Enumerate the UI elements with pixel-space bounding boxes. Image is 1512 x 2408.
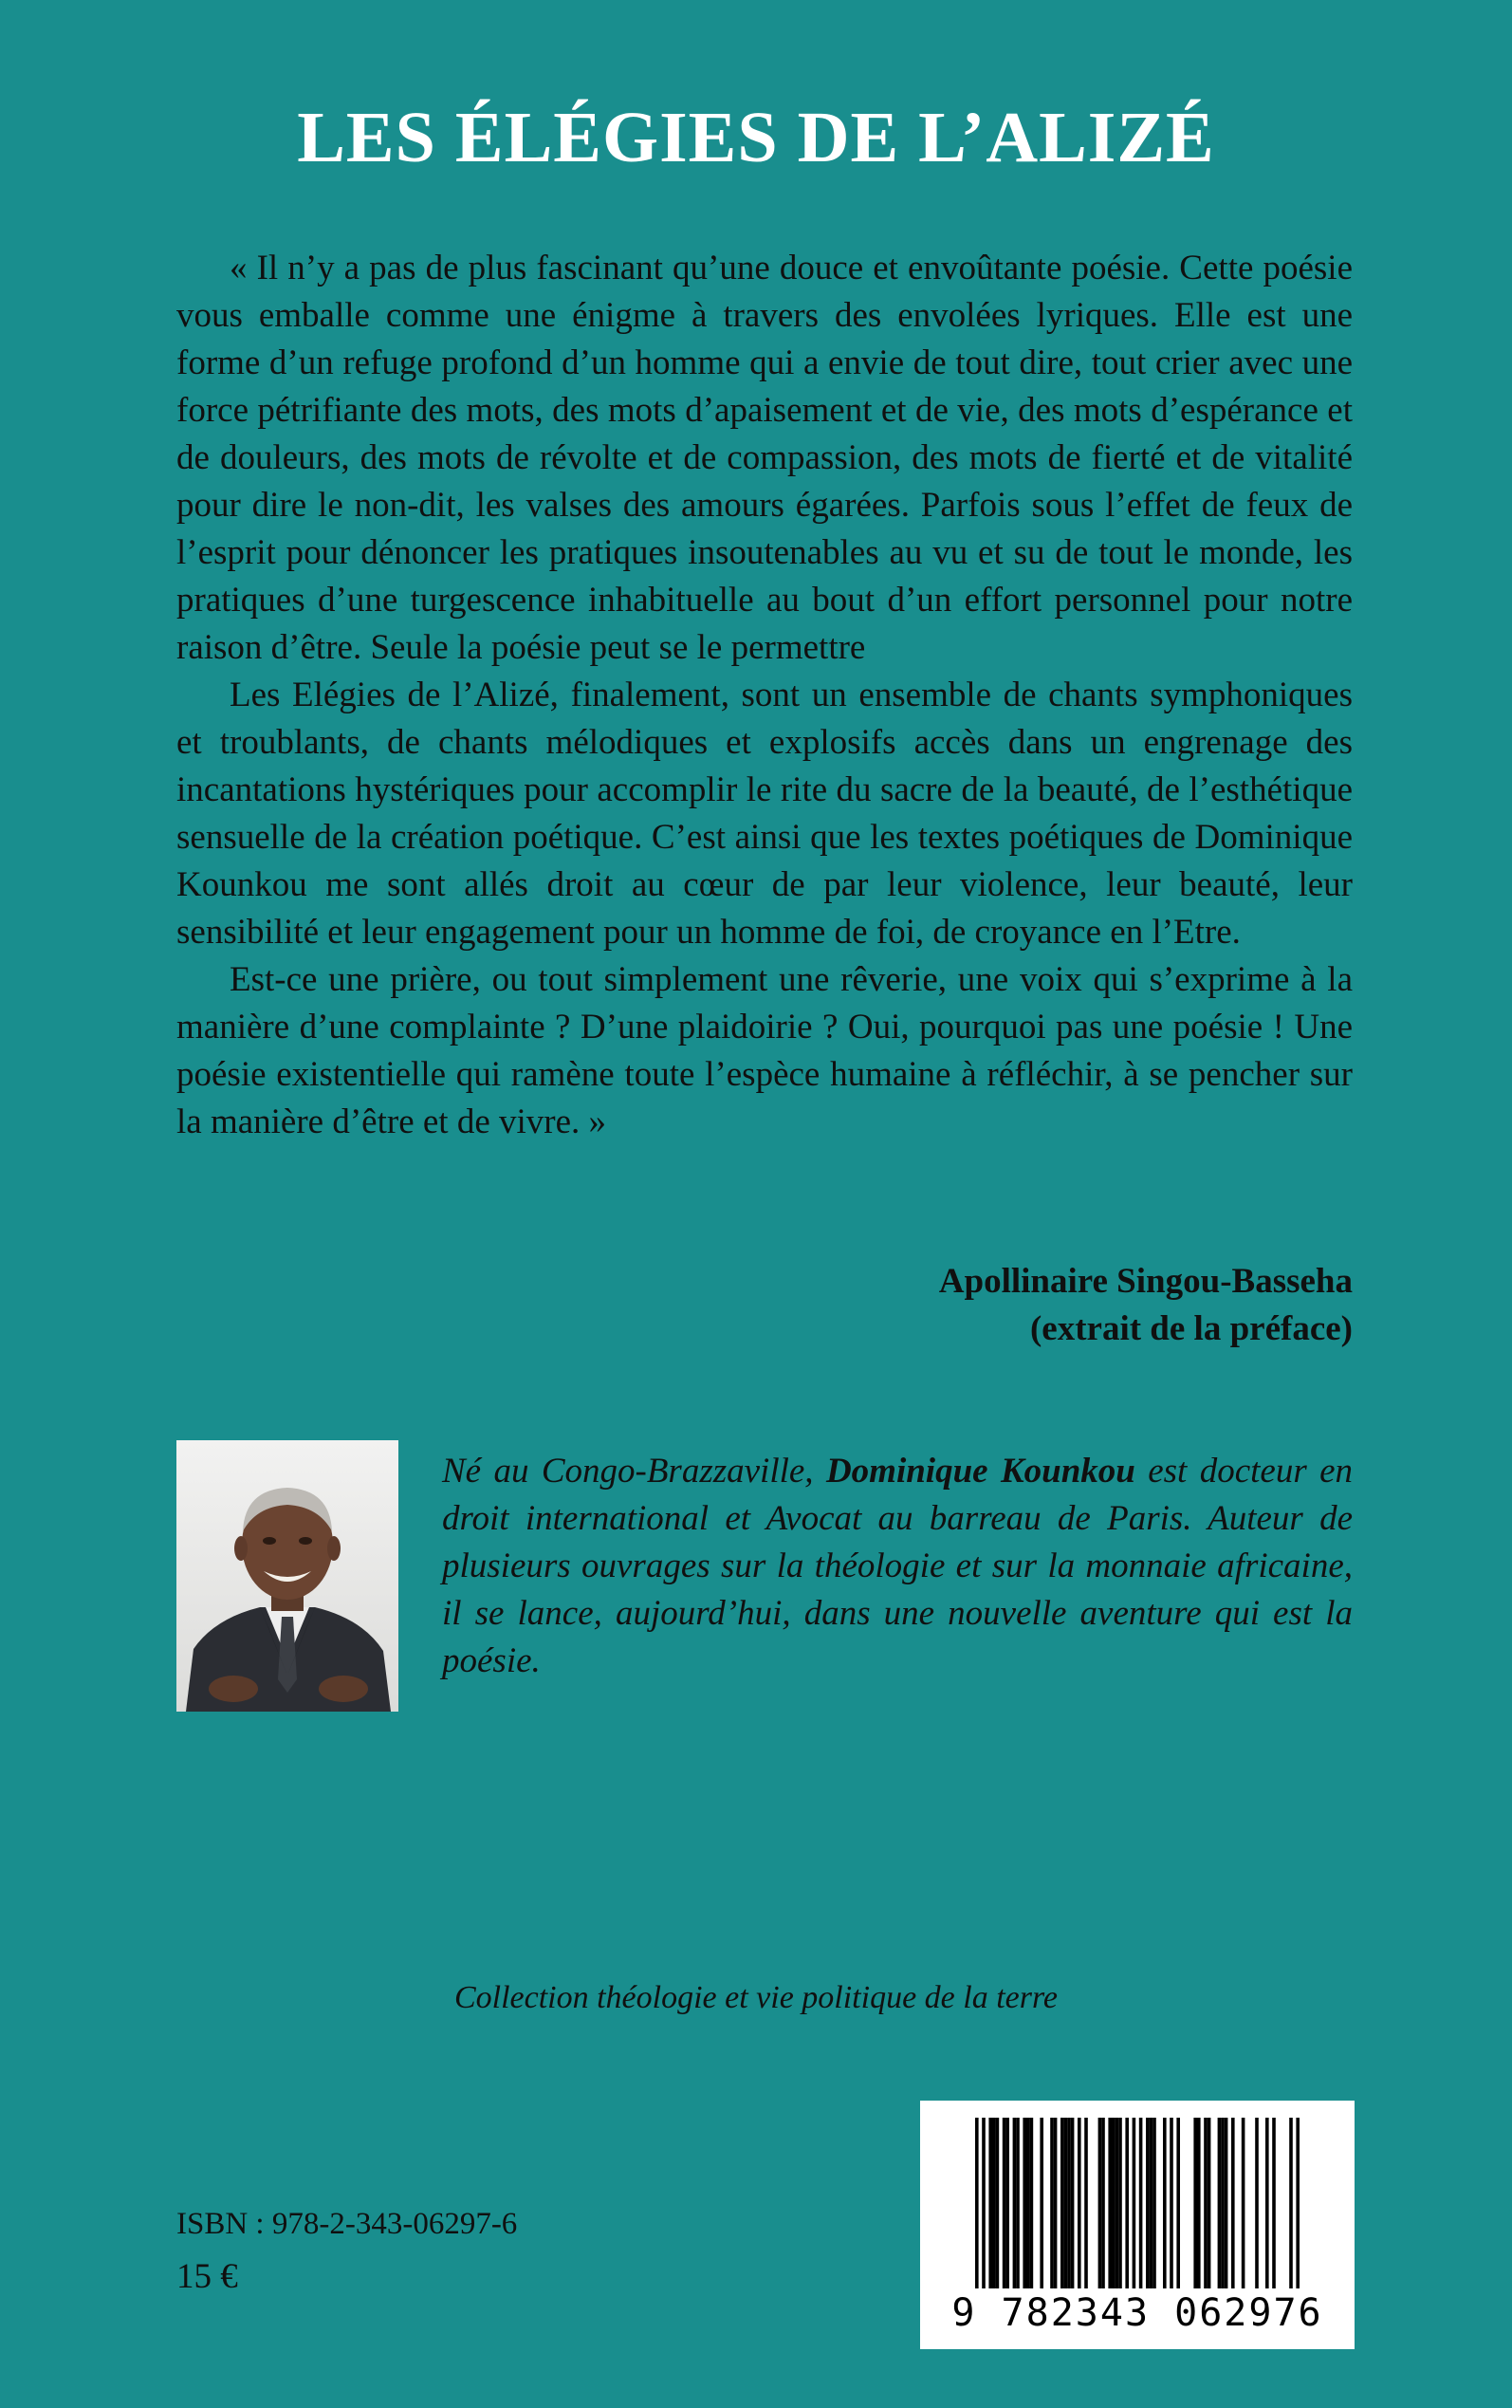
barcode-bar [1013, 2118, 1017, 2288]
barcode-bar [1152, 2118, 1156, 2288]
barcode-bar [1054, 2118, 1058, 2288]
barcode-bar [1265, 2118, 1269, 2288]
barcode-bar [1150, 2118, 1153, 2288]
barcode-bar [992, 2118, 996, 2288]
barcode-number: 9 782343 062976 [951, 2291, 1323, 2335]
barcode-bar [1030, 2118, 1034, 2288]
barcode-bar [1118, 2118, 1122, 2288]
preface-paragraph-2: Les Elégies de l’Alizé, finalement, sont un ensemble de chants symphoniques et troublants, de chants mélodiques et explosifs accès dans un engrenage des incantations hystériques pour accomplir le rite du sacre de la beauté, de l’esthétique sensuelle de la création poétique. C’est ainsi que les textes poétiques de Dominique Kounkou me sont allés droit au cœur de par leur violence, leur beauté, leur sensibilité et leur engagement pour un homme de foi, de croyance en l’Etre. [176, 676, 1353, 952]
barcode-bar [1170, 2118, 1173, 2288]
barcode-bar [1146, 2118, 1150, 2288]
author-photo [176, 1440, 398, 1712]
barcode [920, 2101, 1355, 2349]
price: 15 € [176, 2257, 238, 2296]
barcode-bar [1218, 2118, 1222, 2288]
collection-name: Collection théologie et vie politique de la terre [453, 1980, 1059, 2015]
barcode-bar [1242, 2118, 1245, 2288]
barcode-bar [1296, 2118, 1300, 2288]
barcode-bar [1064, 2118, 1068, 2288]
preface-paragraph-3: Est-ce une prière, ou tout simplement une rêverie, une voix qui s’exprime à la manière d’une complainte ? D’une plaidoirie ? Oui, pourquoi pas une poésie ! Une poésie existentielle qui ramène toute l’espèce humaine à réfléchir, à se pencher sur la manière d’être et de vivre. » [176, 960, 1353, 1141]
barcode-bar [1023, 2118, 1026, 2288]
barcode-bar [1197, 2118, 1201, 2288]
barcode-bar [1003, 2118, 1006, 2288]
barcode-bar [1071, 2118, 1075, 2288]
barcode-bar [1040, 2118, 1043, 2288]
barcode-bar [1005, 2118, 1009, 2288]
barcode-bar [1016, 2118, 1020, 2288]
bio-author-name: Dominique Kounkou [825, 1452, 1135, 1491]
barcode-bar [1026, 2118, 1030, 2288]
barcode-bar [1125, 2118, 1129, 2288]
barcode-bar [1221, 2118, 1225, 2288]
book-title: LES ÉLÉGIES DE L’ALIZÉ [297, 98, 1215, 177]
barcode-bar [975, 2118, 979, 2288]
barcode-bar [1208, 2118, 1211, 2288]
preface-attribution [939, 1258, 1353, 1353]
barcode-bar [988, 2118, 992, 2288]
bio-text: est docteur en droit international et Avocat au barreau de Paris. Auteur de plusieurs ouvrages sur la théologie et sur la monnaie africaine, il se lance, aujourd’hui, dans une nouvelle aventure qui est la poésie. [442, 1452, 1354, 1680]
barcode-bar [1139, 2118, 1143, 2288]
isbn: ISBN : 978-2-343-06297-6 [176, 2207, 518, 2241]
barcode-bar [1225, 2118, 1228, 2288]
barcode-bar [982, 2118, 986, 2288]
barcode-bar [1204, 2118, 1208, 2288]
barcode-bar [1255, 2118, 1259, 2288]
barcode-bar [1163, 2118, 1167, 2288]
barcode-bar [1060, 2118, 1064, 2288]
barcode-bar [1116, 2118, 1119, 2288]
preface-paragraph-1: « Il n’y a pas de plus fascinant qu’une douce et envoûtante poésie. Cette poésie vous emballe comme une énigme à travers des envolées lyriques. Elle est une forme d’un refuge profond d’un homme qui a envie de tout dire, tout crier avec une force pétrifiante des mots, des mots d’apaisement et de vie, des mots d’espérance et de douleurs, des mots de révolte et de compassion, des mots de fierté et de vitalité pour dire le non-dit, les valses des amours égarées. Parfois sous l’effet de feux de l’esprit pour dénoncer les pratiques insoutenables au vu et su de tout le monde, les pratiques d’une turgescence inhabituelle au bout d’un effort personnel pour notre raison d’être. Seule la poésie peut se le permettre [176, 249, 1353, 667]
barcode-bar [1050, 2118, 1054, 2288]
barcode-bars [920, 2101, 1355, 2290]
barcode-bar [1289, 2118, 1293, 2288]
barcode-bar [1098, 2118, 1102, 2288]
barcode-bar [1108, 2118, 1112, 2288]
barcode-bar [1133, 2118, 1136, 2288]
preface-source-note: (extrait de la préface) [1029, 1309, 1353, 1348]
barcode-bar [1112, 2118, 1116, 2288]
barcode-bar [1084, 2118, 1088, 2288]
barcode-bar [1231, 2118, 1235, 2288]
bio-prefix: Né au Congo-Brazzaville, [442, 1452, 814, 1491]
barcode-bar [1101, 2118, 1105, 2288]
barcode-bar [1078, 2118, 1081, 2288]
preface-author: Apollinaire Singou-Basseha [938, 1262, 1353, 1301]
barcode-bar [1193, 2118, 1197, 2288]
barcode-bar [1272, 2118, 1276, 2288]
barcode-bar [996, 2118, 1000, 2288]
barcode-bar [1176, 2118, 1180, 2288]
barcode-bar [1067, 2118, 1071, 2288]
preface-excerpt [176, 245, 1353, 1146]
author-bio [442, 1448, 1353, 1685]
